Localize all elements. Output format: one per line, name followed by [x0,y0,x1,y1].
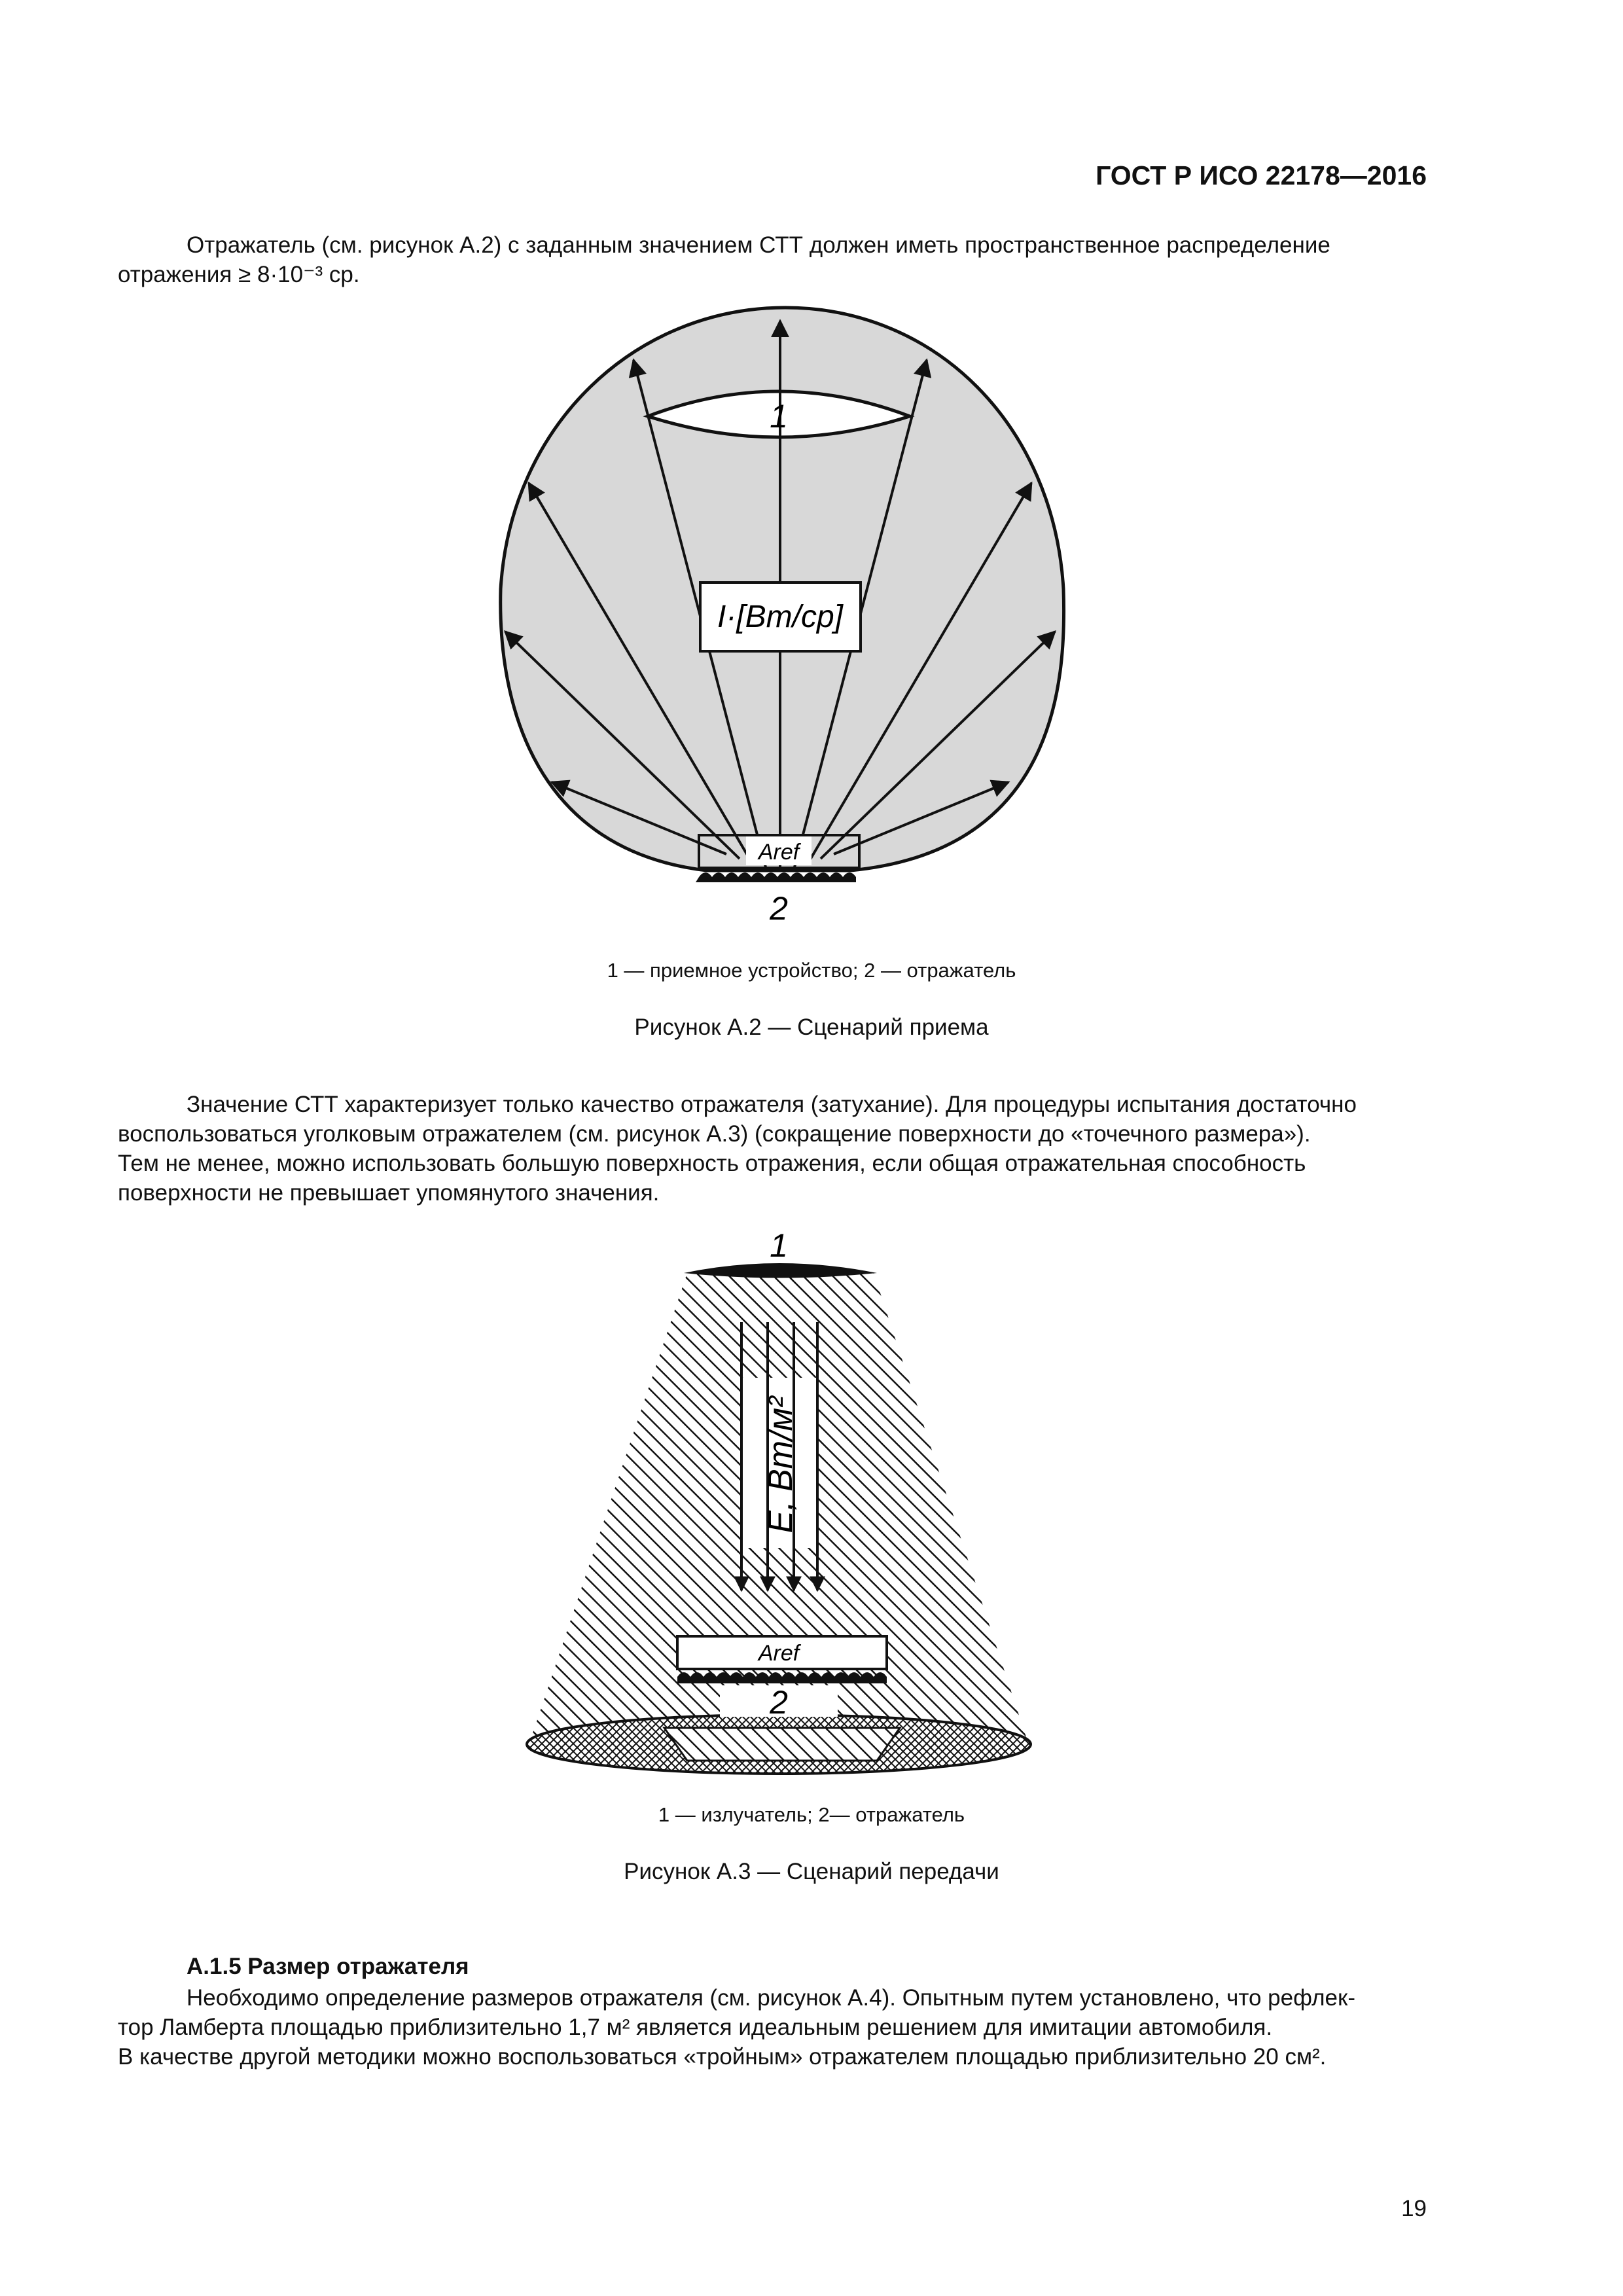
aref-label-a3: Aref [758,1641,800,1666]
intro-line-2: отражения ≥ 8·10⁻³ ср. [118,262,360,287]
intensity-label: I·[Вт/ср] [717,600,844,634]
section-line-3: В качестве другой методики можно воспользоваться «тройным» отражателем площадью приблизительно 20 см². [118,2044,1327,2070]
body-line-4: поверхности не превышает упомянутого значения. [118,1180,660,1206]
body-line-1: Значение СТТ характеризует только качество отражателя (затухание). Для процедуры испытания достаточно [187,1092,1357,1117]
body-paragraph [118,1090,1427,1208]
section-line-2: тор Ламберта площадью приблизительно 1,7 м² является идеальным решением для имитации автомобиля. [118,2015,1273,2040]
reflector-footprint [664,1728,900,1761]
intro-line-1: Отражатель (см. рисунок А.2) с заданным значением СТТ должен иметь пространственное распределение [187,232,1330,258]
figure-a3-diagram [0,1217,1623,1787]
page-number: 19 [1401,2196,1427,2221]
body-line-2: воспользоваться уголковым отражателем (см. рисунок А.3) (сокращение поверхности до «точечного размера»). [118,1121,1311,1147]
section-paragraph [118,1983,1427,2072]
figure-a2-diagram [0,288,1623,942]
figure-a2-label-1: 1 [770,398,788,435]
figure-a2-label-2: 2 [770,890,788,927]
aref-label: Aref [758,840,800,865]
section-line-1: Необходимо определение размеров отражателя (см. рисунок А.4). Опытным путем установлено, что рефлек- [187,1985,1355,2011]
intro-paragraph [118,230,1427,289]
reflector-surface [696,872,856,882]
figure-a2-caption: Рисунок А.2 — Сценарий приема [634,1014,989,1040]
figure-a3-caption: Рисунок А.3 — Сценарий передачи [624,1859,999,1884]
body-line-3: Тем не менее, можно использовать большую поверхность отражения, если общая отражательная способность [118,1151,1306,1176]
figure-a3-legend: 1 — излучатель; 2— отражатель [658,1803,965,1826]
figure-a3-label-2: 2 [770,1684,788,1721]
section-heading: А.1.5 Размер отражателя [187,1954,469,1979]
figure-a2-legend: 1 — приемное устройство; 2 — отражатель [607,959,1016,982]
irradiance-label: E, Вт/м² [762,1396,800,1534]
document-header: ГОСТ Р ИСО 22178—2016 [1096,160,1427,190]
figure-a3-label-1: 1 [770,1227,788,1264]
